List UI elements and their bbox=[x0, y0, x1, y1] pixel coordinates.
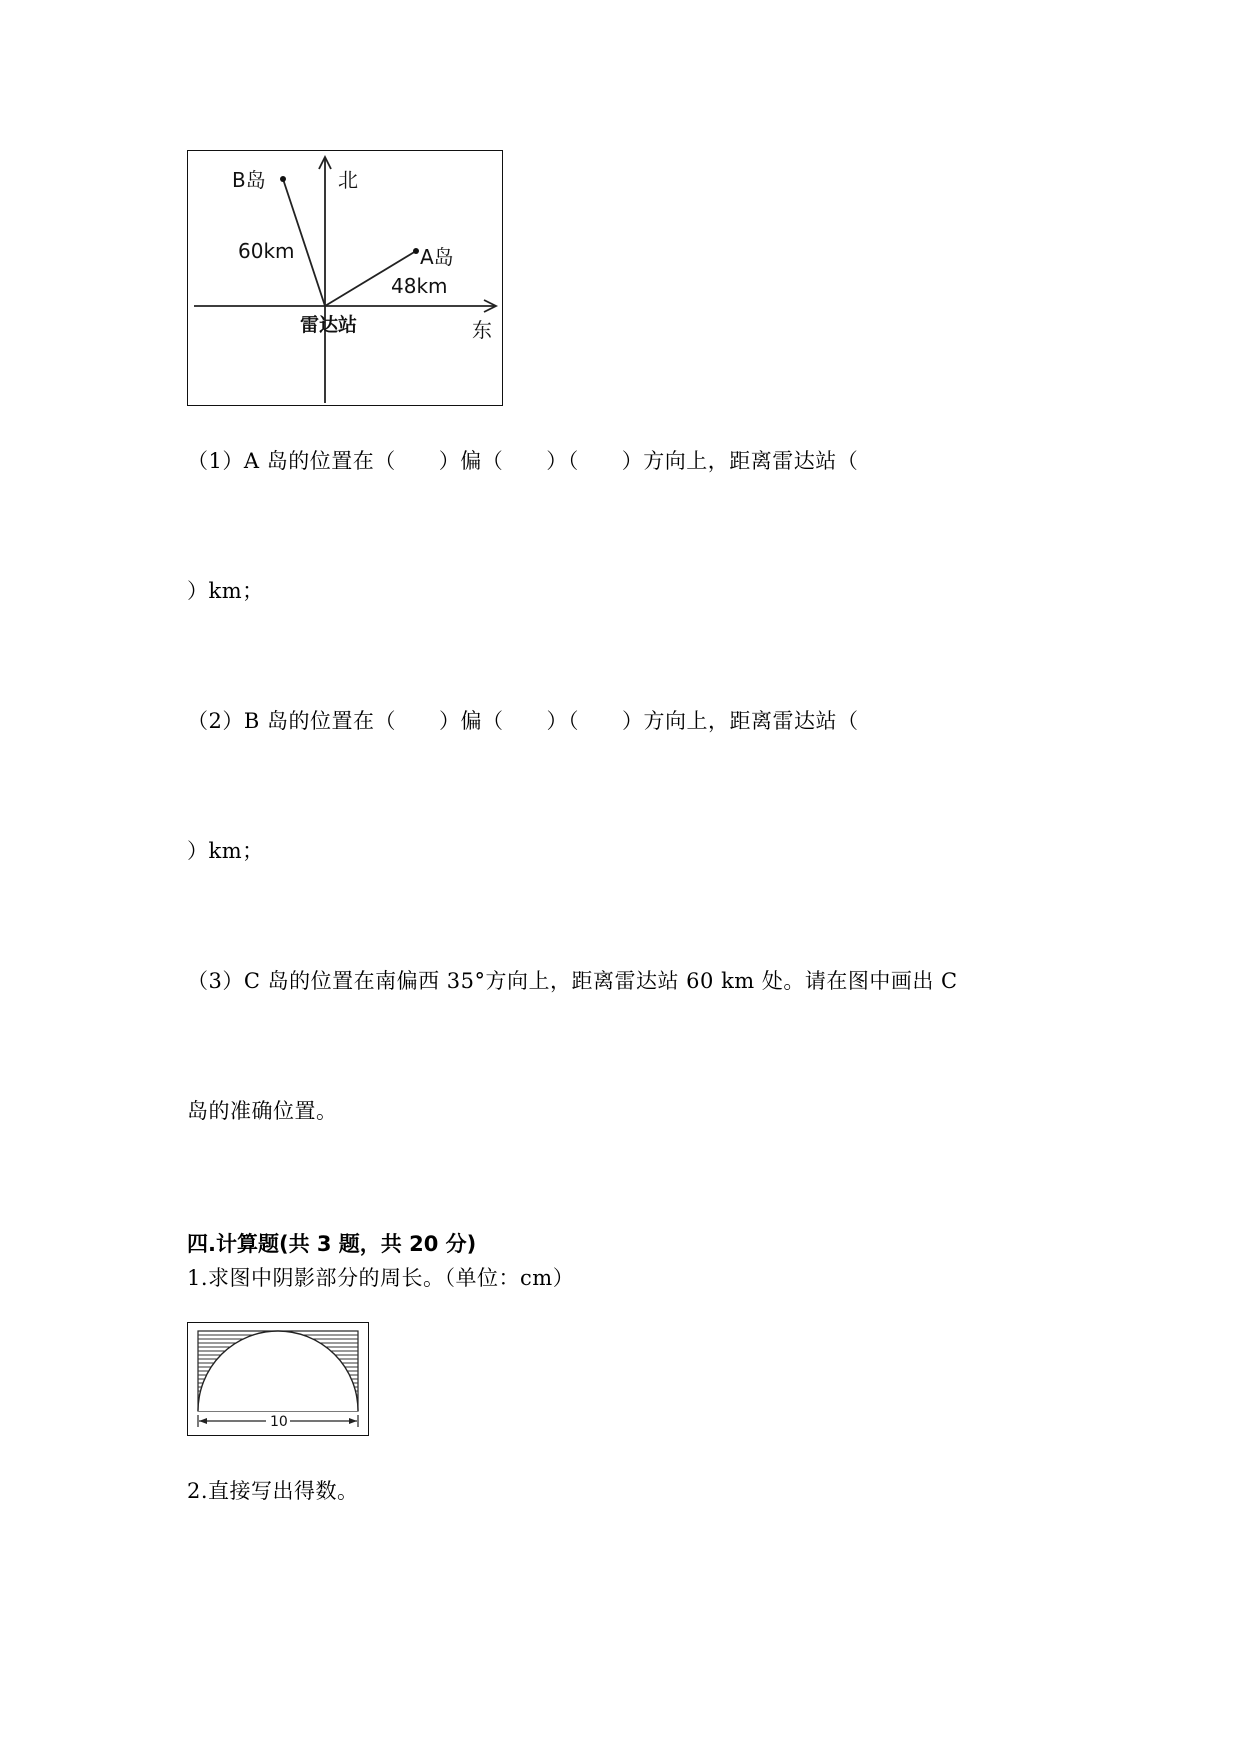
dimension-arrow-right bbox=[349, 1418, 357, 1424]
a-island-label: A岛 bbox=[420, 245, 454, 269]
section-4-question-2: 2.直接写出得数。 bbox=[187, 1479, 359, 1503]
semicircle-diagram-svg bbox=[188, 1323, 368, 1435]
b-island-label: B岛 bbox=[232, 168, 266, 192]
b-distance-label: 60km bbox=[238, 239, 295, 263]
dimension-arrow-left bbox=[199, 1418, 207, 1424]
question-2-line-1: （2）B 岛的位置在（ ）偏（ ）（ ）方向上，距离雷达站（ bbox=[187, 709, 859, 733]
section-4-heading: 四.计算题(共 3 题，共 20 分) bbox=[187, 1232, 477, 1256]
question-2-line-2: ）km； bbox=[187, 839, 264, 863]
b-island-point bbox=[280, 176, 286, 182]
question-3-line-2: 岛的准确位置。 bbox=[187, 1099, 338, 1123]
north-label: 北 bbox=[338, 168, 358, 192]
question-1-line-2: ）km； bbox=[187, 579, 264, 603]
radar-diagram bbox=[187, 150, 503, 406]
radar-station-label: 雷达站 bbox=[300, 314, 358, 336]
dimension-label: 10 bbox=[270, 1414, 288, 1430]
semicircle-diagram bbox=[187, 1322, 369, 1436]
radar-diagram-svg bbox=[188, 151, 502, 405]
a-distance-label: 48km bbox=[391, 274, 448, 298]
a-island-point bbox=[413, 248, 419, 254]
section-4-question-1: 1.求图中阴影部分的周长。（单位：cm） bbox=[187, 1266, 575, 1290]
question-3-line-1: （3）C 岛的位置在南偏西 35°方向上，距离雷达站 60 km 处。请在图中画出 C bbox=[187, 969, 958, 993]
question-1-line-1: （1）A 岛的位置在（ ）偏（ ）（ ）方向上，距离雷达站（ bbox=[187, 449, 859, 473]
east-label: 东 bbox=[472, 318, 492, 342]
